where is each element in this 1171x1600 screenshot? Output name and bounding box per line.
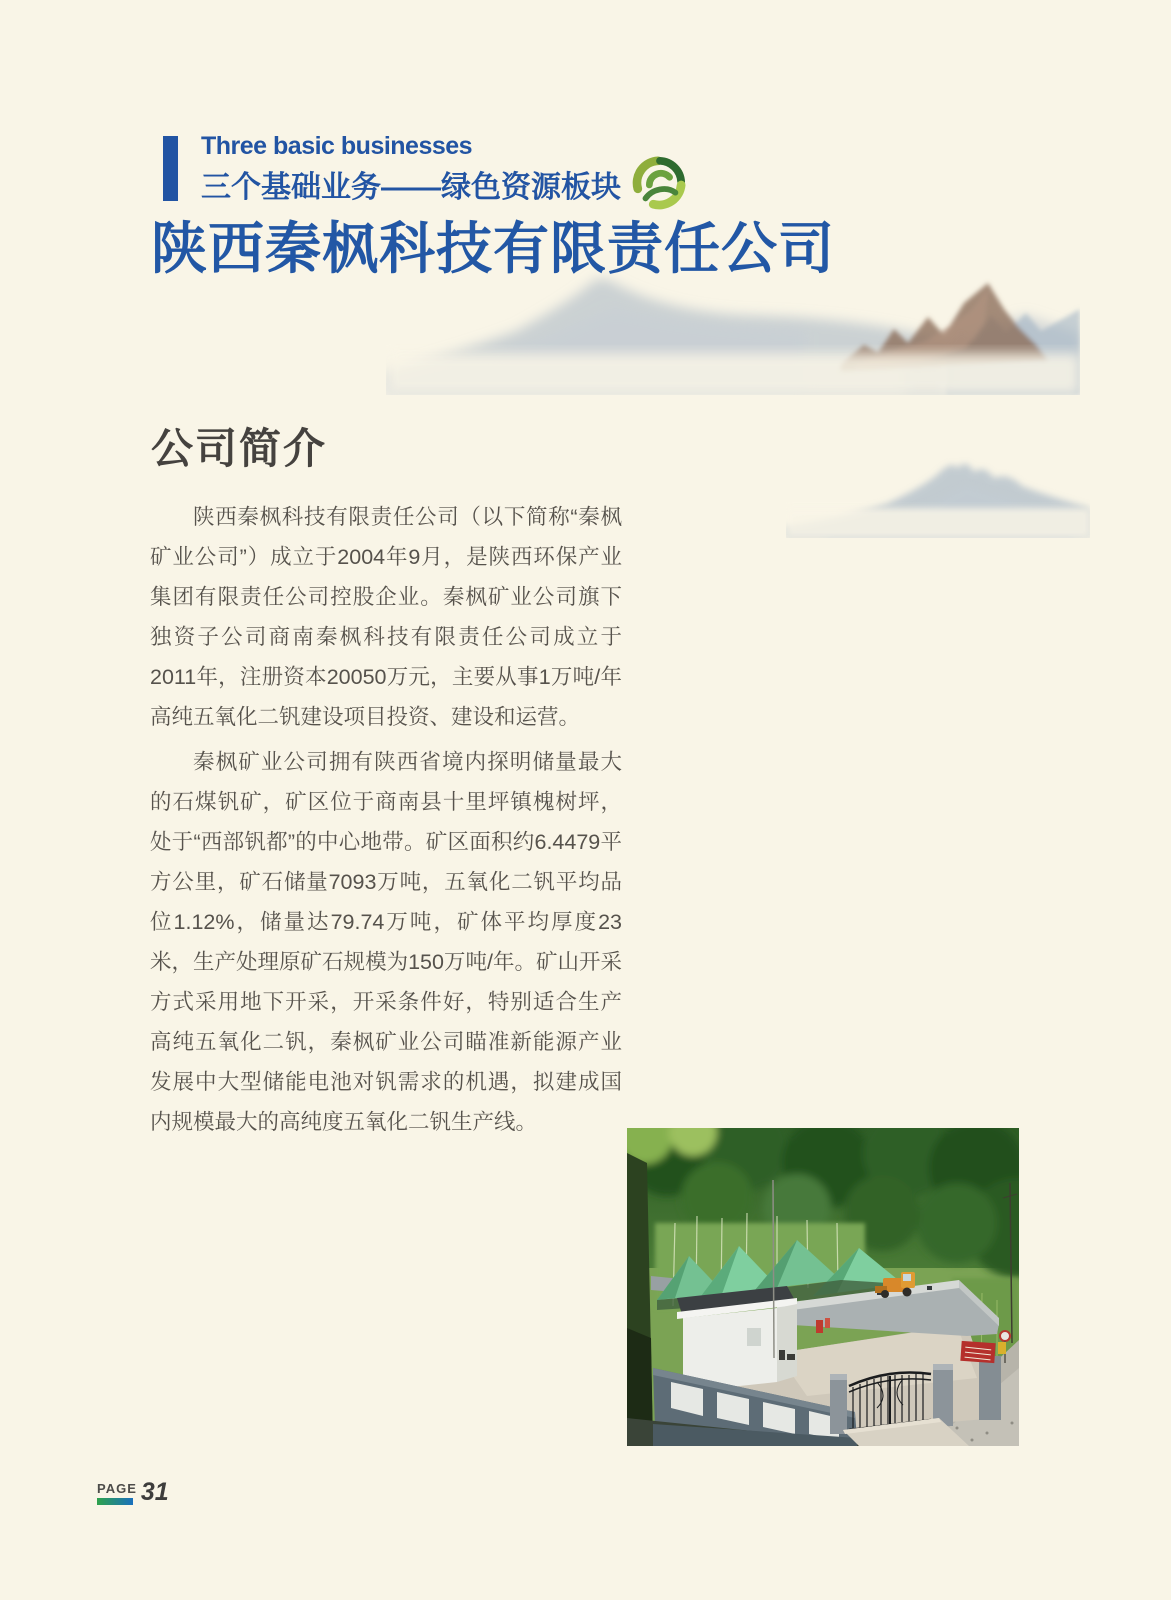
intro-paragraph-1: 陕西秦枫科技有限责任公司（以下简称“秦枫矿业公司”）成立于2004年9月，是陕西环保产业集团有限责任公司控股企业。秦枫矿业公司旗下独资子公司商南秦枫科技有限责任公司成立于2011年，注册资本20050万元，主要从事1万吨/年高纯五氧化二钒建设项目投资、建设和运营。 [150,505,622,729]
green-swirl-globe-icon [631,156,687,210]
site-photo [627,1128,1019,1446]
footer-page-label: PAGE [97,1481,137,1496]
header-eyebrow-cn: 三个基础业务——绿色资源板块 [201,170,621,204]
footer-page-number: 31 [140,1478,169,1506]
intro-paragraph-2: 秦枫矿业公司拥有陕西省境内探明储量最大的石煤钒矿，矿区位于商南县十里坪镇槐树坪，处于“西部钒都”的中心地带。矿区面积约6.4479平方公里，矿石储量7093万吨，五氧化二钒平均品位1.12%，储量达79.74万吨，矿体平均厚度23米，生产处理原矿石规模为150万吨/年。矿山开采方式采用地下开采，开采条件好，特别适合生产高纯五氧化二钒，秦枫矿业公司瞄准新能源产业发展中大型储能电池对钒需求的机遇，拟建成国内规模最大的高纯度五氧化二钒生产线。 [150,750,622,1134]
header-accent-bar [163,136,178,201]
page-title: 陕西秦枫科技有限责任公司 [151,217,835,280]
section-heading: 公司简介 [151,425,328,472]
header-eyebrow-en: Three basic businesses [201,132,473,160]
site-photo-illustration [627,1128,1019,1446]
page-footer [97,1478,169,1506]
watercolor-mountains-small [786,430,1090,538]
company-intro-text [150,497,622,1147]
page-header [163,133,687,210]
footer-gradient-bar [97,1498,133,1505]
